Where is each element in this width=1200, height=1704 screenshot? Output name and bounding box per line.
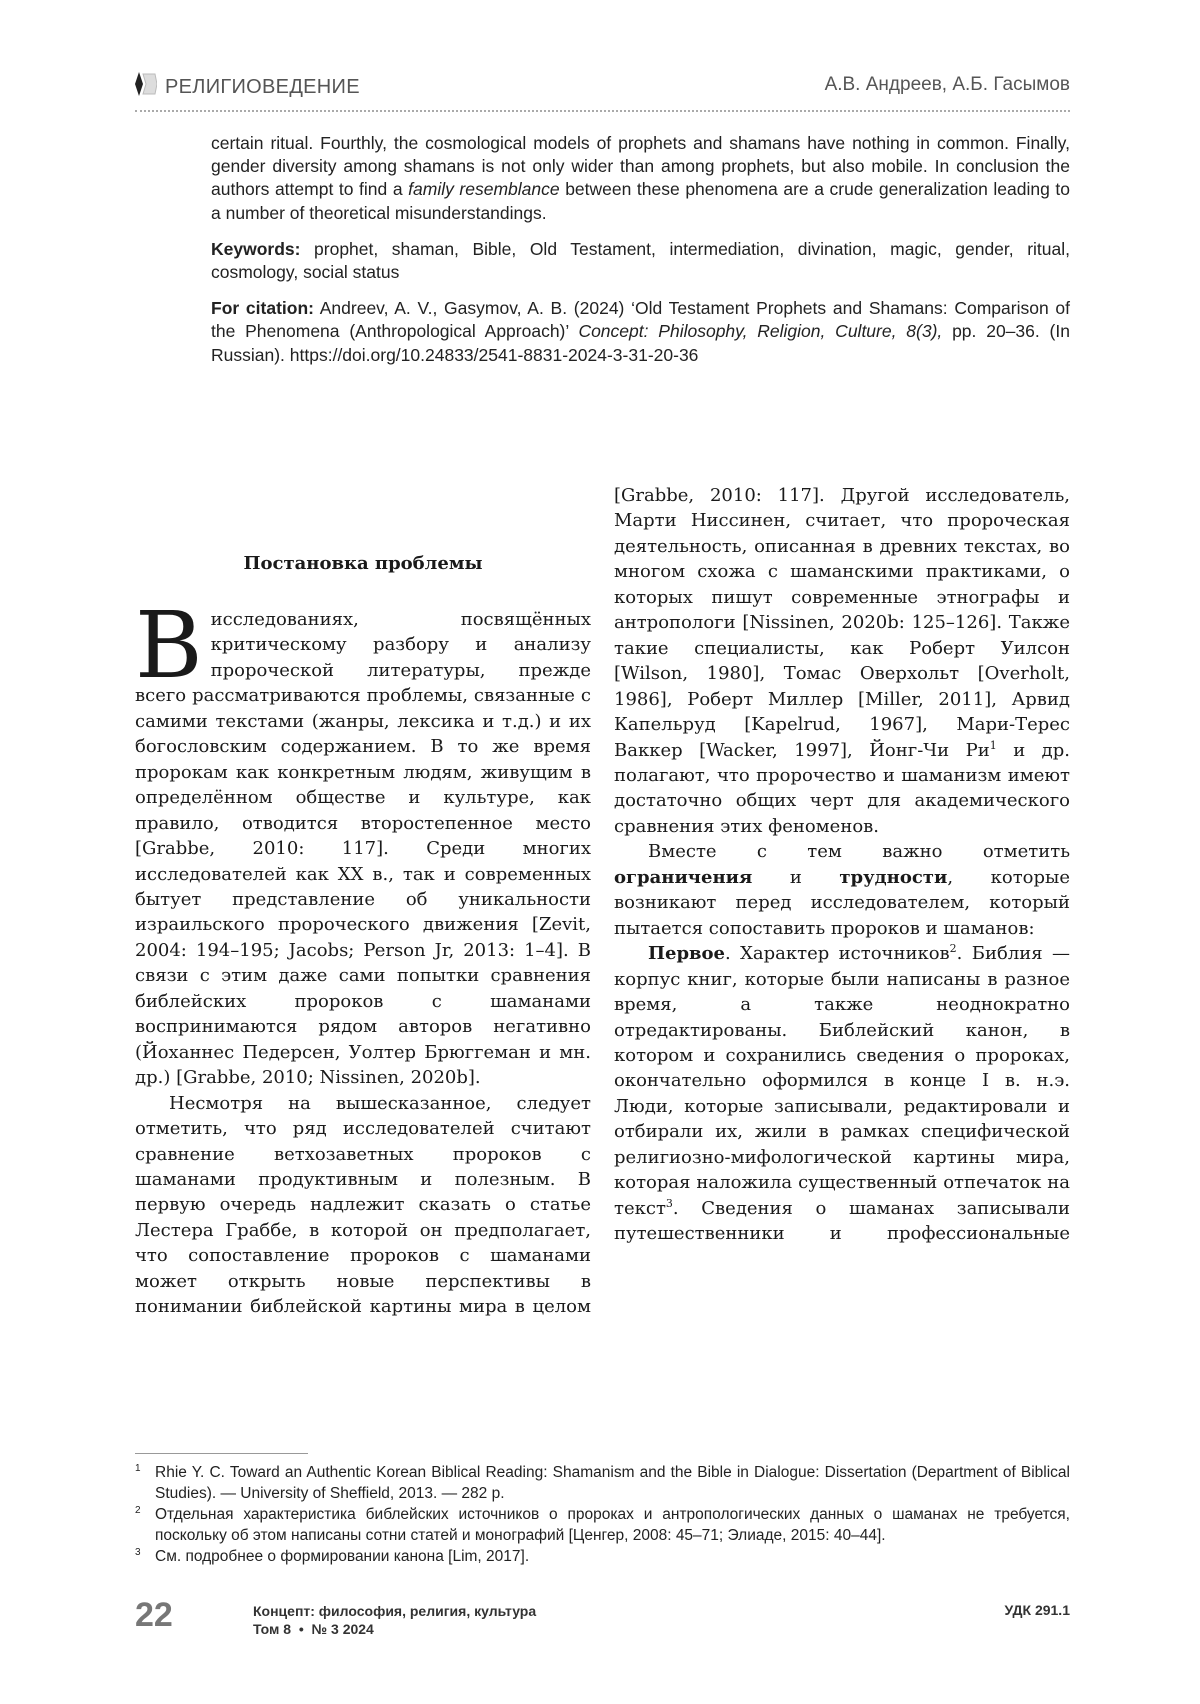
footnote-ref[interactable]: 3 bbox=[665, 1196, 673, 1210]
paragraph-text: Вместе с тем важно отметить bbox=[648, 841, 1070, 863]
journal-info bbox=[253, 1602, 536, 1638]
paragraph bbox=[614, 839, 1070, 941]
citation-part: Andreev, A. V., Gasymov, A. B. (2024) ‘Old Testament Prophets and Shamans: Comparison of the Phenomena (Anthropological Approach)’ bbox=[211, 298, 1071, 342]
abstract-part: between these phenomena are a crude generalization leading to a number of theoretical misunderstandings. bbox=[211, 179, 1070, 223]
paragraph: Несмотря на вышесказанное, следует отметить, что ряд исследователей считают сравнение ветхозаветных пророков с шаманами продуктивным и полезным. В первую очередь надлежит сказать о статье Лестера Граббе, в которой он предполагает, что сопоставление пророков с шаманами может открыть новые перспективы в понимании библейской картины мира в целом bbox=[135, 1092, 591, 1318]
paragraph-text: [Grabbe, 2010: 117]. Другой исследователь, Марти Ниссинен, считает, что пророческая деятельность, описанная в древних текстах, во многом схожа с шаманскими практиками, о которых пишут современные этнографы и антропологи [Nissinen, 2020b: 125–126]. Также такие специалисты, как Роберт Уилсон [Wilson, 1980], Томас Оверхольт [Overholt, 1986], Роберт Миллер [Miller, 2011], Арвид Капельруд [Kapelrud, 1967], Мари-Терес Ваккер [Wacker, 1997], Йонг-Чи Ри bbox=[614, 485, 1070, 761]
citation bbox=[211, 297, 1070, 367]
keywords-label: Keywords: bbox=[211, 238, 301, 259]
bold-term: ограничения bbox=[614, 866, 753, 888]
diamond-logo-icon bbox=[135, 72, 157, 102]
journal-name: Концепт: философия, религия, культура bbox=[253, 1603, 537, 1619]
udk-code: УДК 291.1 bbox=[1004, 1602, 1070, 1618]
footnote-text: См. подробнее о формировании канона [Lim, 2017]. bbox=[155, 1548, 530, 1565]
footnote-number: 2 bbox=[135, 1505, 141, 1516]
abstract-text bbox=[211, 132, 1070, 225]
footnote-number: 3 bbox=[135, 1547, 141, 1558]
paragraph bbox=[135, 592, 591, 1091]
right-column bbox=[614, 483, 1070, 1247]
keywords bbox=[211, 238, 1070, 284]
footnote-ref[interactable]: 1 bbox=[989, 738, 997, 752]
footnote-text: Отдельная характеристика библейских источников о пророках и антропологических данных о шаманах не требуется, поскольку об этом написаны сотни статей и монографий [Ценгер, 2008: 45–71; Элиаде, 2015: 40–44]. bbox=[155, 1506, 1070, 1544]
footnotes bbox=[135, 1463, 1070, 1569]
citation-journal: Concept: Philosophy, Religion, Culture, 8(3), bbox=[578, 321, 943, 342]
footnote-divider bbox=[135, 1453, 308, 1454]
paragraph bbox=[614, 483, 1070, 839]
citation-label: For citation: bbox=[211, 298, 314, 319]
header-divider bbox=[135, 110, 1070, 112]
abstract-part: certain ritual. Fourthly, the cosmological models of prophets and shamans have nothing in common. Finally, gender diversity among shamans is not only wider than among prophets, but also mobile. In conclusion the authors attempt to find a bbox=[211, 133, 1070, 200]
footnote-ref[interactable]: 2 bbox=[949, 942, 957, 956]
abstract-italic: family resemblance bbox=[408, 179, 560, 200]
bold-term: Первое bbox=[648, 943, 726, 965]
running-header bbox=[135, 72, 1070, 102]
paragraph bbox=[614, 941, 1070, 1246]
section-heading: Постановка проблемы bbox=[243, 553, 483, 574]
paragraph-text: и др. полагают, что пророчество и шаманизм имеют достаточно общих черт для академического сравнения этих феноменов. bbox=[614, 739, 1070, 837]
page-footer bbox=[135, 1596, 1070, 1646]
paragraph-text: . Характер источников bbox=[725, 943, 950, 965]
paragraph-text: исследованиях, посвящённых критическому разбору и анализу пророческой литературы, прежде всего рассматриваются проблемы, связанные с самими текстами (жанры, лексика и т.д.) и их богословским содержанием. В то же время пророкам как конкретным людям, живущим в определённом обществе и культуре, как правило, отводится второстепенное место [Grabbe, 2010: 117]. Среди многих исследователей как XX в., так и современных бытует представление об уникальности израильского пророческого движения [Zevit, 2004: 194–195; Jacobs; Person Jr, 2013: 1–4]. В связи с этим даже сами попытки сравнения библейских пророков с шаманами воспринимаются рядом авторов негативно (Йоханнес Педерсен, Уолтер Брюггеман и мн. др.) [Grabbe, 2010; Nissinen, 2020b]. bbox=[135, 609, 591, 1089]
footnote-number: 1 bbox=[135, 1463, 141, 1474]
footnote bbox=[135, 1463, 1070, 1504]
left-column bbox=[135, 592, 591, 1320]
bold-term: трудности bbox=[839, 866, 948, 888]
paragraph-text: . Библия — корпус книг, которые были написаны в разное время, а также неоднократно отредактированы. Библейский канон, в котором и сохранились сведения о пророках, окончательно оформился в конце I в. н.э. Люди, которые записывали, редактировали и отбирали их, жили в рамках специфической религиозно-мифологической картины мира, которая наложила существенный отпечаток на текст bbox=[614, 943, 1070, 1219]
keywords-list: prophet, shaman, Bible, Old Testament, intermediation, divination, magic, gender, ritual, cosmology, social status bbox=[211, 238, 1070, 283]
footnote bbox=[135, 1505, 1070, 1546]
journal-issue: Том 8 • № 3 2024 bbox=[253, 1621, 374, 1637]
citation-doi[interactable]: pp. 20–36. (In Russian). https://doi.org/10.24833/2541-8831-2024-3-31-20-36 bbox=[211, 321, 1070, 365]
paragraph-text: и bbox=[752, 866, 840, 888]
paragraph-text: , которые возникают перед исследователем, который пытается сопоставить пророков и шаманов: bbox=[614, 866, 1070, 939]
page-number: 22 bbox=[135, 1596, 173, 1634]
section-label bbox=[135, 72, 360, 102]
authors: А.В. Андреев, А.Б. Гасымов bbox=[824, 74, 1070, 95]
section-title: РЕЛИГИОВЕДЕНИЕ bbox=[165, 75, 360, 98]
footnote-text: Rhie Y. C. Toward an Authentic Korean Biblical Reading: Shamanism and the Bible in Dialogue: Dissertation (Department of Biblical Studies). — University of Sheffield, 2013. — 282 p. bbox=[155, 1464, 1070, 1502]
footnote bbox=[135, 1547, 1070, 1568]
abstract bbox=[211, 132, 1070, 380]
drop-cap: В bbox=[135, 592, 203, 699]
paragraph-text: . Сведения о шаманах записывали путешественники и профессиональные bbox=[614, 1197, 1070, 1245]
